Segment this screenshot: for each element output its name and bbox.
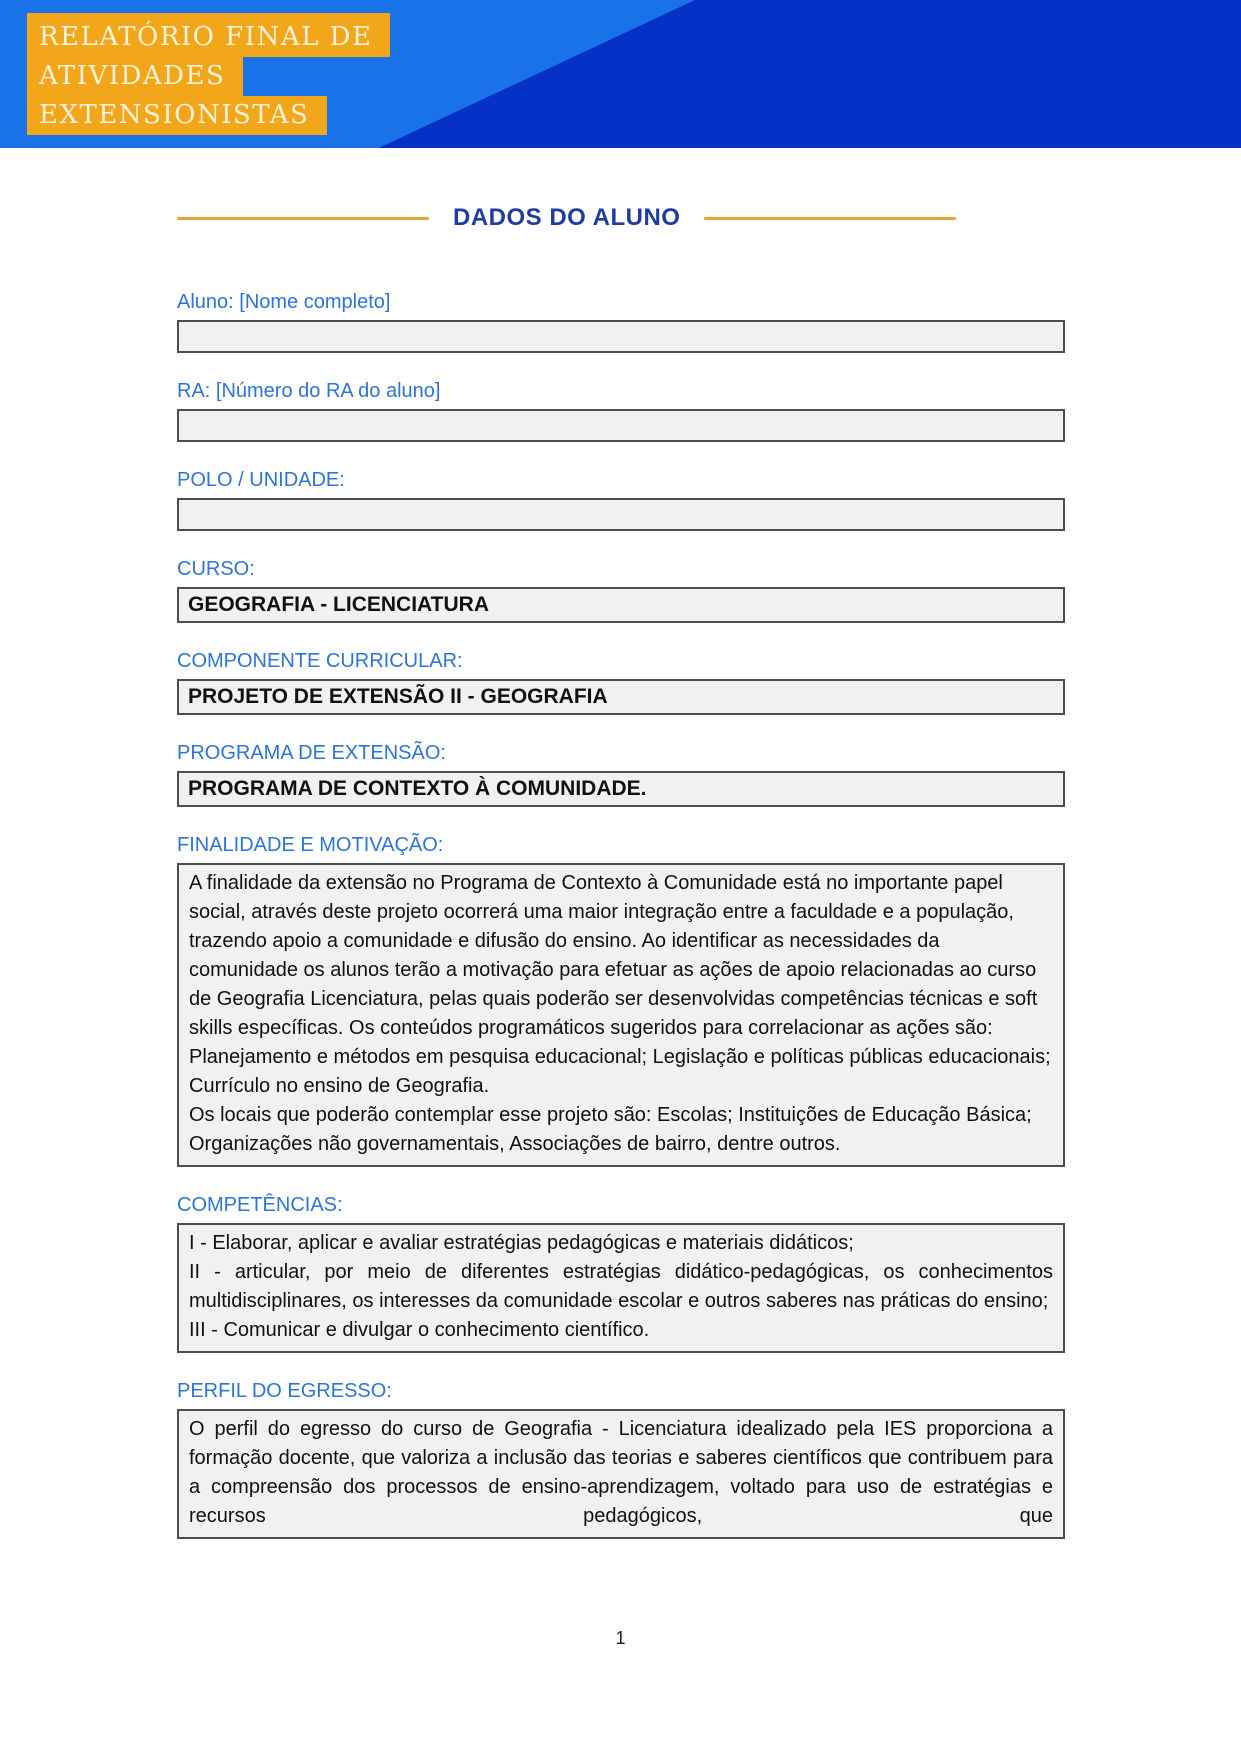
curso-value: GEOGRAFIA - LICENCIATURA: [177, 587, 1065, 623]
finalidade-label: FINALIDADE E MOTIVAÇÃO:: [177, 834, 444, 856]
field-group-aluno: [177, 290, 1065, 353]
field-group-curso: [177, 557, 1065, 623]
report-title-line-2: ATIVIDADES: [27, 57, 243, 96]
competencia-item-3: III - Comunicar e divulgar o conhecimento científico.: [189, 1319, 650, 1341]
report-title-block: [27, 13, 390, 135]
field-group-competencias: [177, 1193, 1065, 1353]
ra-input[interactable]: [177, 409, 1065, 442]
page-number: 1: [615, 1628, 626, 1648]
ra-label: RA: [Número do RA do aluno]: [177, 380, 441, 402]
title-rule-left: [177, 217, 429, 220]
header-banner: [0, 0, 1241, 148]
programa-value: PROGRAMA DE CONTEXTO À COMUNIDADE.: [177, 771, 1065, 807]
report-title-line-3: EXTENSIONISTAS: [27, 96, 327, 135]
field-group-perfil: [177, 1379, 1065, 1539]
field-group-ra: [177, 379, 1065, 442]
competencias-text-box: [177, 1223, 1065, 1353]
programa-label: PROGRAMA DE EXTENSÃO:: [177, 742, 446, 764]
aluno-label: Aluno: [Nome completo]: [177, 291, 391, 313]
field-group-programa: [177, 741, 1065, 807]
competencias-label: COMPETÊNCIAS:: [177, 1194, 343, 1216]
finalidade-paragraph-1: A finalidade da extensão no Programa de Contexto à Comunidade está no importante papel social, através deste projeto ocorrerá uma maior integração entre a faculdade e a população, trazendo apoio a comunidade e difusão do ensino. Ao identificar as necessidades da comunidade os alunos terão a motivação para efetuar as ações de apoio relacionadas ao curso de Geografia Licenciatura, pelas quais poderão ser desenvolvidas competências técnicas e soft skills específicas. Os conteúdos programáticos sugeridos para correlacionar as ações são: Planejamento e métodos em pesquisa educacional; Legislação e políticas públicas educacionais; Currículo no ensino de Geografia.: [189, 872, 1051, 1097]
title-rule-right: [704, 217, 956, 220]
curso-label: CURSO:: [177, 558, 255, 580]
field-group-polo: [177, 468, 1065, 531]
field-group-finalidade: [177, 833, 1065, 1167]
perfil-text-box: [177, 1409, 1065, 1539]
aluno-input[interactable]: [177, 320, 1065, 353]
form-content: [177, 204, 1065, 1539]
section-title-row: [177, 204, 937, 232]
finalidade-paragraph-2: Os locais que poderão contemplar esse projeto são: Escolas; Instituições de Educação Básica; Organizações não governamentais, Associações de bairro, dentre outros.: [189, 1104, 1032, 1155]
perfil-label: PERFIL DO EGRESSO:: [177, 1380, 392, 1402]
finalidade-text-box: [177, 863, 1065, 1167]
perfil-paragraph-1: O perfil do egresso do curso de Geografia - Licenciatura idealizado pela IES proporciona a formação docente, que valoriza a inclusão das teorias e saberes científicos que contribuem para a compreensão dos processos de ensino-aprendizagem, voltado para uso de estratégias e recursos pedagógicos, que: [189, 1418, 1053, 1527]
competencia-item-1: I - Elaborar, aplicar e avaliar estratégias pedagógicas e materiais didáticos;: [189, 1232, 854, 1254]
field-group-componente: [177, 649, 1065, 715]
section-title: DADOS DO ALUNO: [453, 204, 681, 231]
polo-label: POLO / UNIDADE:: [177, 469, 345, 491]
componente-value: PROJETO DE EXTENSÃO II - GEOGRAFIA: [177, 679, 1065, 715]
report-title-line-1: RELATÓRIO FINAL DE: [27, 13, 390, 57]
componente-label: COMPONENTE CURRICULAR:: [177, 650, 463, 672]
competencia-item-2: II - articular, por meio de diferentes estratégias didático-pedagógicas, os conhecimentos multidisciplinares, os interesses da comunidade escolar e outros saberes nas práticas do ensino;: [189, 1261, 1053, 1312]
polo-input[interactable]: [177, 498, 1065, 531]
